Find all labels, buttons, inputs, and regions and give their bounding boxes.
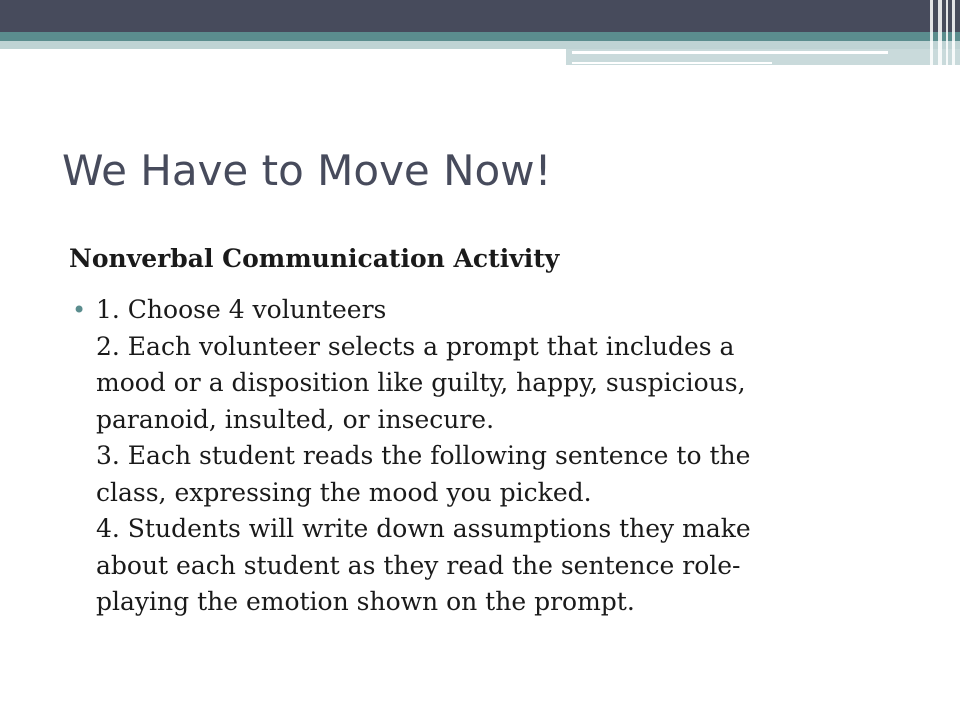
header-band-dark bbox=[0, 0, 960, 32]
header-band-light bbox=[0, 41, 960, 49]
step-3-line: 3. Each student reads the following sentence to the bbox=[96, 441, 751, 470]
header-vertical-stripe bbox=[946, 0, 948, 65]
header-accent-line bbox=[572, 62, 772, 64]
slide-title: We Have to Move Now! bbox=[62, 146, 552, 195]
step-2-line: paranoid, insulted, or insecure. bbox=[96, 404, 495, 434]
activity-heading: Nonverbal Communication Activity bbox=[69, 244, 560, 273]
bullet-item bbox=[72, 292, 896, 621]
step-2-line: mood or a disposition like guilty, happy, suspicious, bbox=[96, 368, 746, 397]
step-2-line: 2. Each volunteer selects a prompt that includes a bbox=[96, 331, 735, 361]
step-1-line: 1. Choose 4 volunteers bbox=[96, 295, 387, 324]
step-4-line: 4. Students will write down assumptions they make bbox=[96, 514, 751, 543]
header-vertical-stripe bbox=[938, 0, 942, 65]
bullet-icon: • bbox=[72, 296, 87, 324]
header-vertical-stripe bbox=[952, 0, 955, 65]
step-3-line: class, expressing the mood you picked. bbox=[96, 477, 592, 507]
step-4-line: playing the emotion shown on the prompt. bbox=[96, 587, 635, 616]
header-accent-line bbox=[572, 51, 888, 54]
header-vertical-stripe bbox=[930, 0, 933, 65]
header-band-teal bbox=[0, 32, 960, 41]
step-4-line: about each student as they read the sentence role- bbox=[96, 550, 741, 580]
